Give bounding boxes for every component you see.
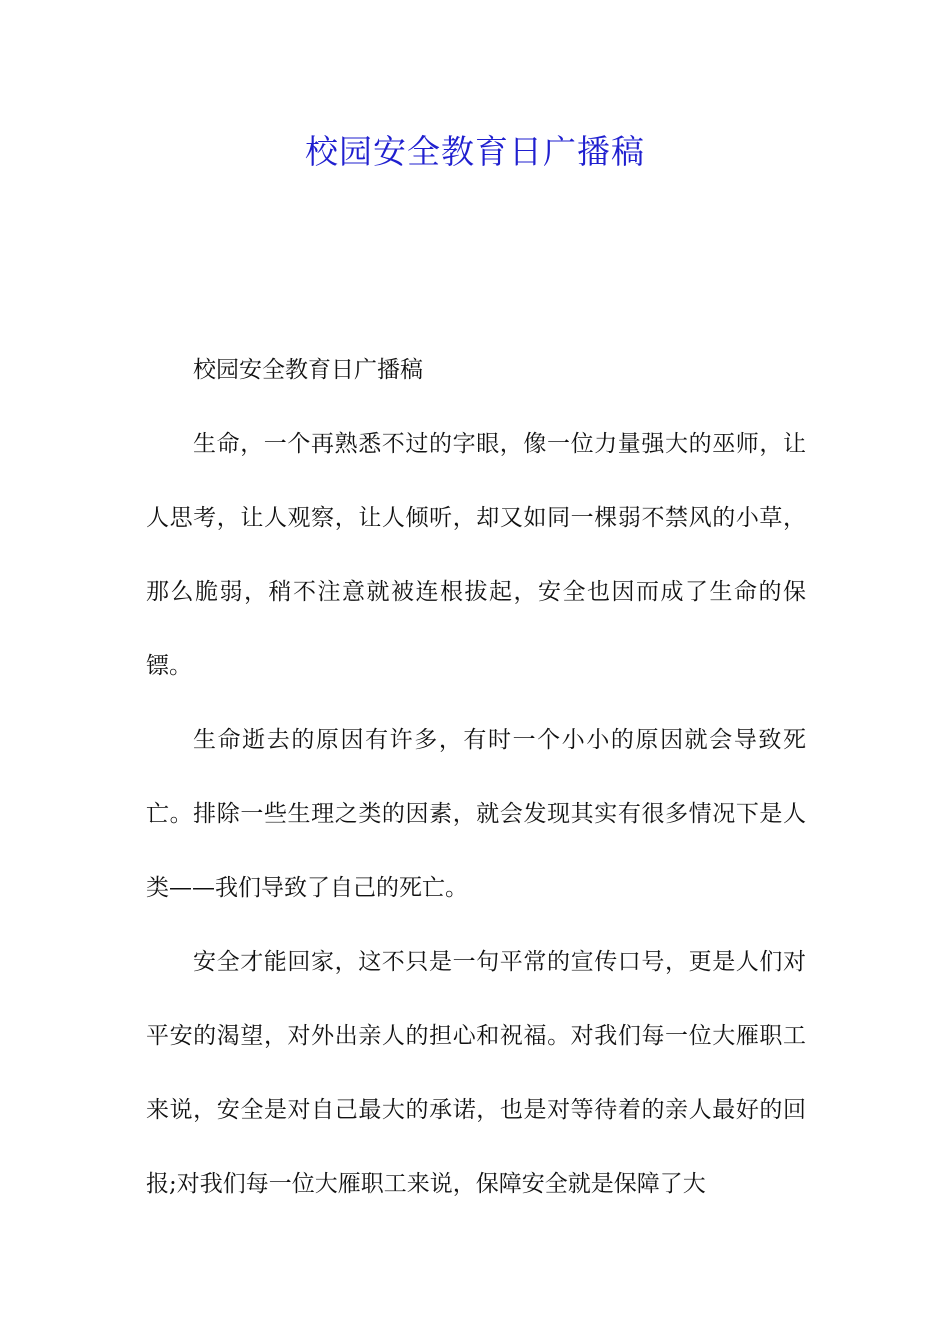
- paragraph-1: 生命，一个再熟悉不过的字眼，像一位力量强大的巫师，让人思考，让人观察，让人倾听，却又如同一棵弱不禁风的小草，那么脆弱，稍不注意就被连根拔起，安全也因而成了生命的保镖。: [146, 431, 806, 679]
- paragraph-2: 生命逝去的原因有许多，有时一个小小的原因就会导致死亡。排除一些生理之类的因素，就会发现其实有很多情况下是人类——我们导致了自己的死亡。: [146, 727, 806, 901]
- paragraph-3: 安全才能回家，这不只是一句平常的宣传口号，更是人们对平安的渴望，对外出亲人的担心和祝福。对我们每一位大雁职工来说，安全是对自己最大的承诺，也是对等待着的亲人最好的回报;对我们每一位大雁职工来说，保障安全就是保障了大: [146, 949, 806, 1197]
- paragraph-subtitle: 校园安全教育日广播稿: [193, 357, 423, 383]
- document-body: [146, 333, 806, 1221]
- document-title: 校园安全教育日广播稿: [305, 132, 645, 171]
